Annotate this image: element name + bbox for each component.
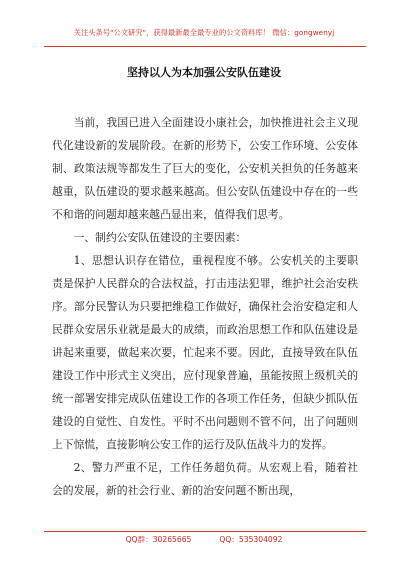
paragraph-point-1: 1、思想认识存在错位，重视程度不够。公安机关的主要职责是保护人民群众的合法权益，打击违法犯罪，维护社会治安秩序。部分民警认为只要把维稳工作做好，确保社会治安稳定和人民群众安居乐业就是最大的成绩，而政治思想工作和队伍建设是讲起来重要，做起来次要，忙起来不要。因此，直接导致在队伍建设工作中形式主义突出，应付现象普遍，虽能按照上级机关的统一部署安排完成队伍建设工作的各项工作任务，但缺少抓队伍建设的自觉性、自发性。平时不出问题则不管不问，出了问题则上下惊慌，直接影响公安工作的运行及队伍战斗力的发挥。 <box>52 254 358 451</box>
paragraph-intro: 当前，我国已进入全面建设小康社会，加快推进社会主义现代化建设新的发展阶段。在新的形势下，公安工作环境、公安体制、政策法规等都发生了巨大的变化，公安机关担负的任务越来越重，队伍建设的要求越来越高。但公安队伍建设中存在的一些不和谐的问题却越来越凸显出来，值得我们思考。 <box>52 116 358 221</box>
footer <box>0 534 408 545</box>
header-divider <box>44 46 366 47</box>
paragraph-heading-1: 一、制约公安队伍建设的主要因素： <box>73 231 247 244</box>
document-title: 坚持以人为本加强公安队伍建设 <box>127 66 281 79</box>
footer-qq-group: QQ群：30265665 <box>125 535 192 544</box>
footer-qq: QQ：535304092 <box>219 535 283 544</box>
document-body <box>52 111 358 502</box>
paragraph-point-2: 2、警力严重不足，工作任务超负荷。从宏观上看，随着社会的发展，新的社会行业、新的治安问题不断出现， <box>52 461 358 497</box>
footer-divider <box>44 531 366 532</box>
header-banner: 关注头条号"公文研究"，获得最新最全最专业的公文资料库！ 微信：gongwenyj <box>73 28 335 37</box>
